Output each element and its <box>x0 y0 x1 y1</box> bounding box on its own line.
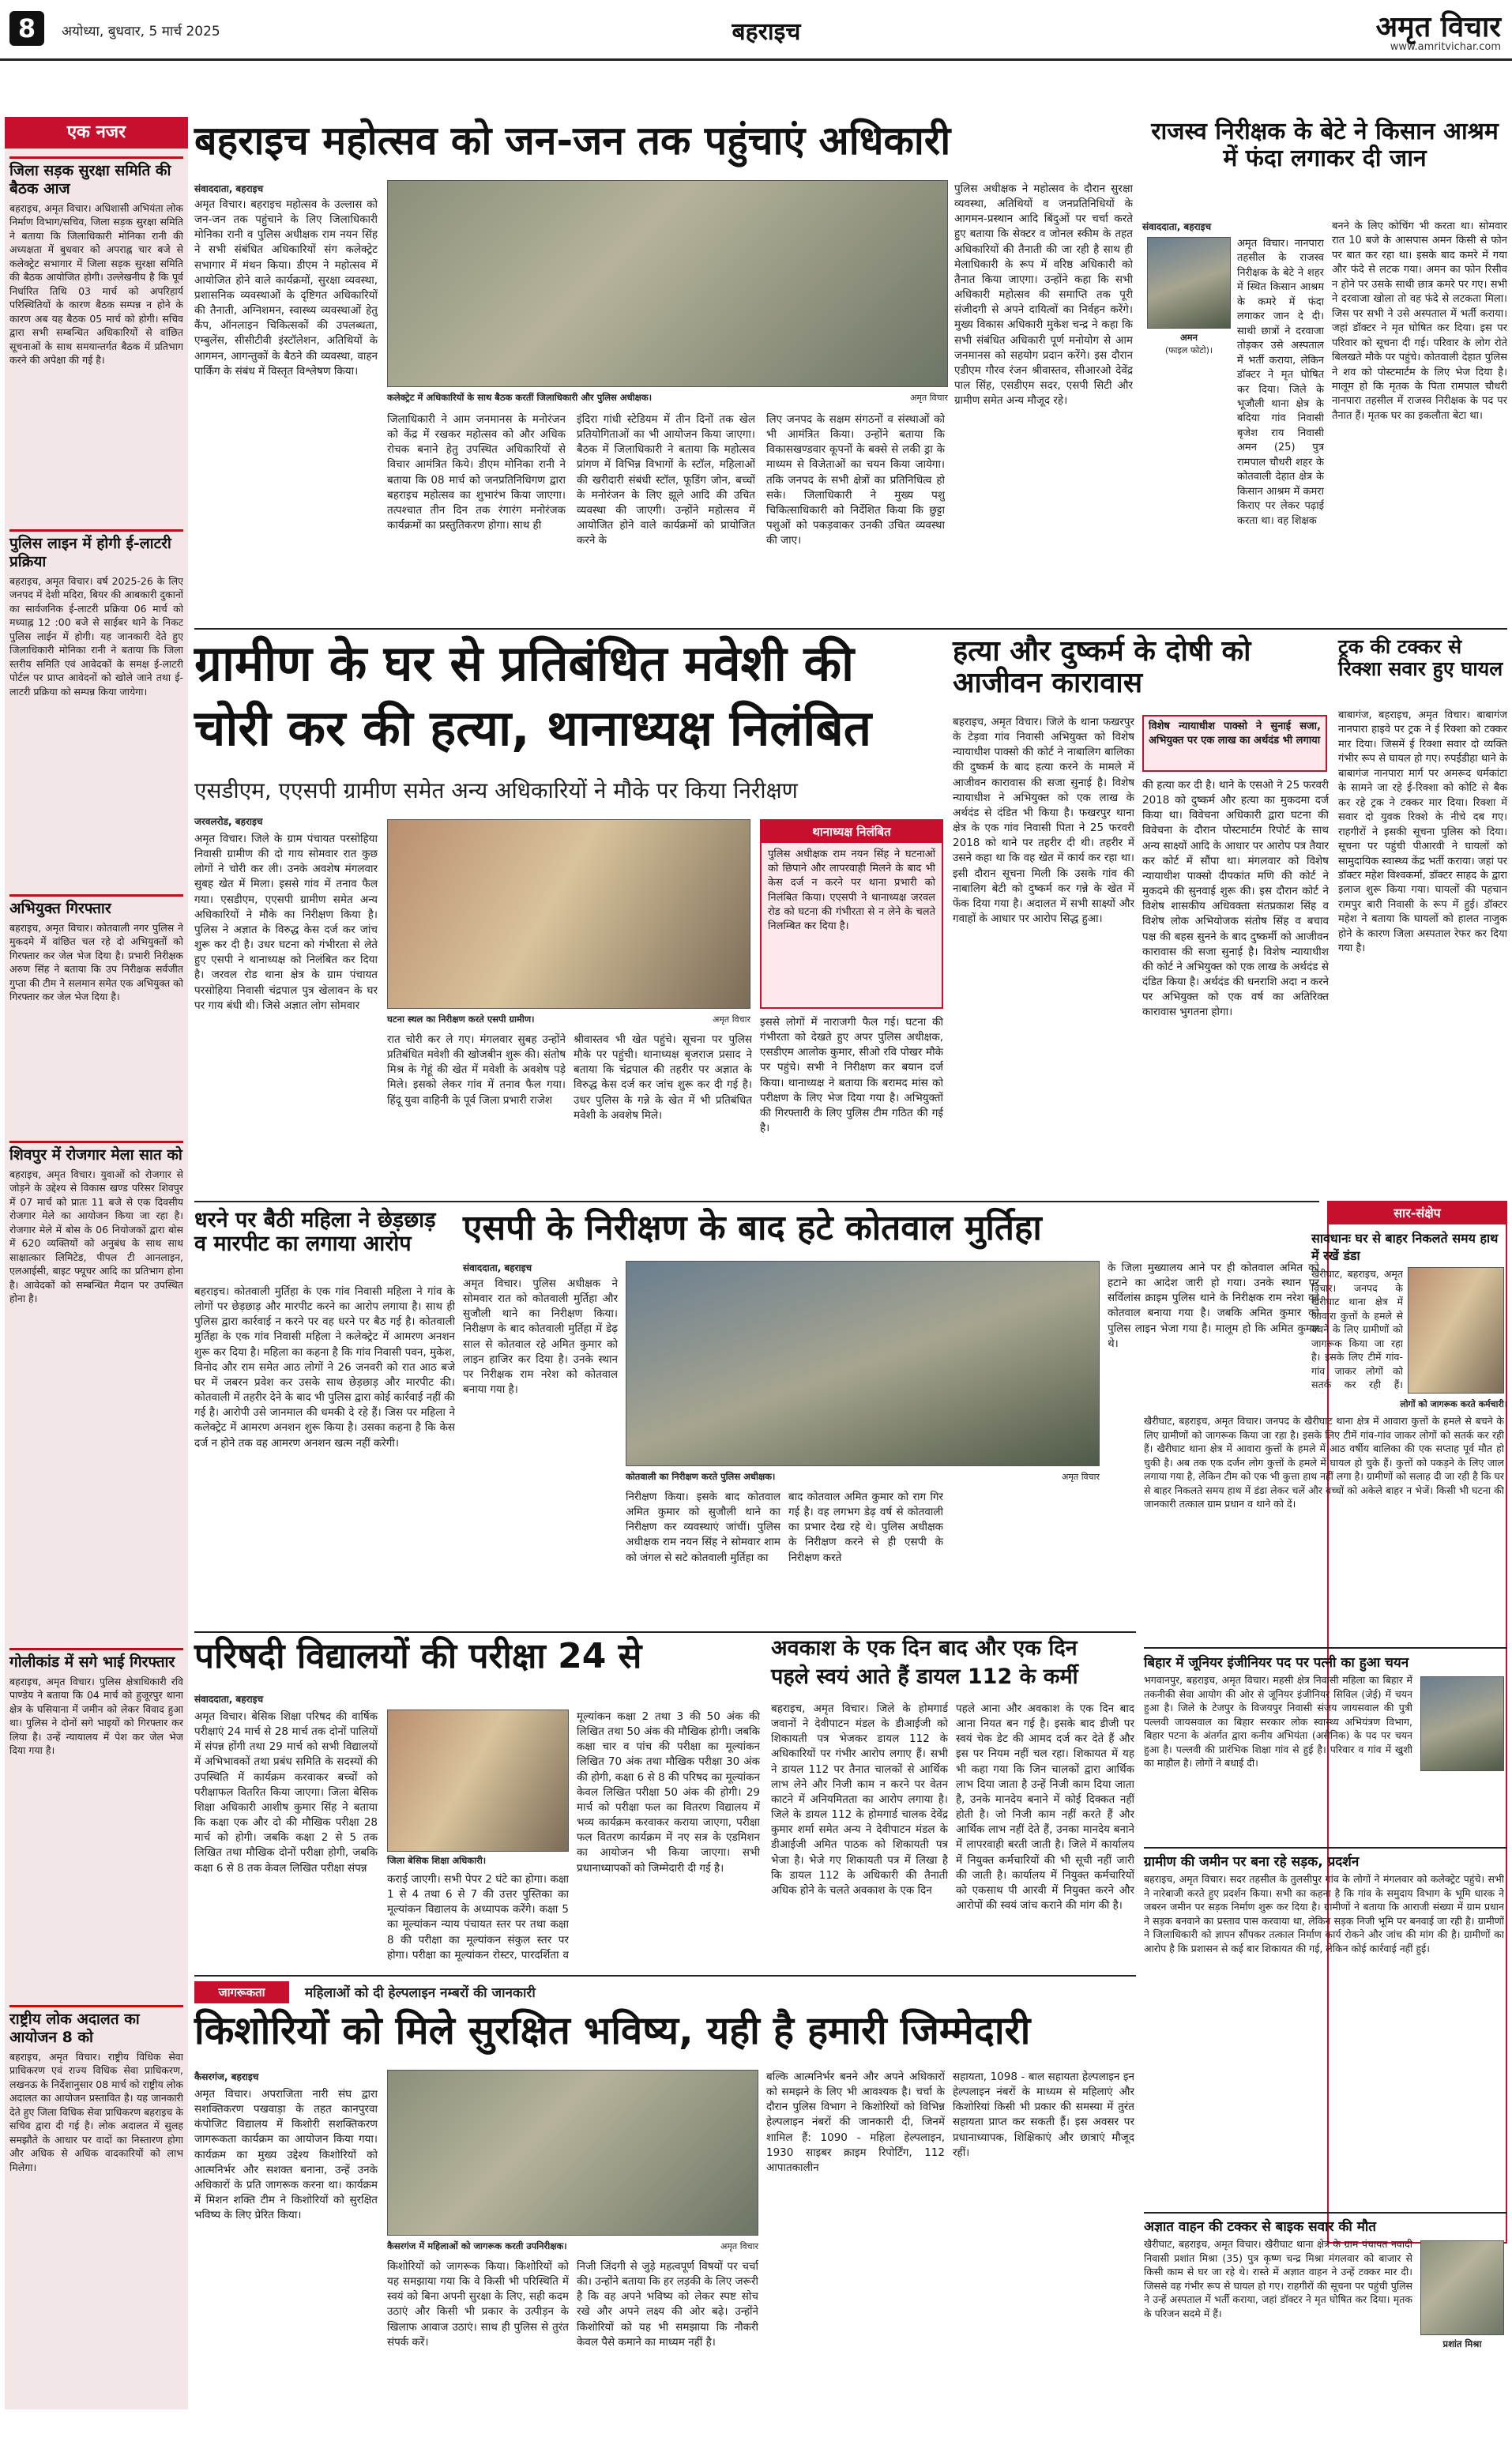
byline: संवाददाता, बहराइच <box>463 1262 532 1273</box>
headline-line-1: ग्रामीण के घर से प्रतिबंधित मवेशी की <box>194 634 855 692</box>
sidebar-item-title: पुलिस लाइन में होगी ई-लाटरी प्रक्रिया <box>9 535 171 570</box>
sidebar-item-text: बहराइच, अमृत विचार। कोतवाली नगर पुलिस ने मुकदमे में वांछित चल रहे दो अभियुक्तों को गिरफ्तार कर जेल भेज दिया है। प्रभारी निरीक्षक अरुण सिंह ने बताया कि उप निरीक्षक सर्वजीत गुप्ता की टीम ने सलमान समेत एक अभियुक्त को गिरफ्तार कर जेल भेज दिया है। <box>9 921 183 1003</box>
story-text: बाद कोतवाल अमित कुमार को राग गिर गई है। वह लगभग डेढ़ वर्ष से कोतवाली का प्रभार देख रहे थे। पुलिस अधीक्षक के निरीक्षण करने से ही एसपी के निरीक्षण करते <box>788 1491 943 1564</box>
sidebar-item-text: बहराइच, अमृत विचार। पुलिस क्षेत्राधिकारी रवि पाण्डेय ने बताया कि 04 मार्च को हुजूरपुर थाना क्षेत्र के घसियाना में जमीन को लेकर विवाद हुआ था। पुलिस ने दोनों सगे भाइयों को गिरफ्तार कर लिया है। उन्हें न्यायालय में पेश कर जेल भेज दिया गया है। <box>9 1675 183 1757</box>
story-exam <box>194 1637 763 1969</box>
story-text: अमृत विचार। पुलिस अधीक्षक ने सोमवार रात को कोतवाली मुर्तिहा और सुजौली थाने का निरीक्षण किया। निरीक्षण के बाद कोतवाली मुर्तिहा में डेढ़ साल से कोतवाल रहे अमित कुमार को लाइन हाजिर कर दिया है। उनके स्थान पर निरीक्षक राम नरेश को कोतवाल बनाया गया है। <box>463 1277 618 1397</box>
sar-item-text: भगवानपुर, बहराइच, अमृत विचार। महसी क्षेत्र निवासी महिला का बिहार में तकनीकी सेवा आयोग की ओर से जूनियर इंजीनियर सिविल (जेई) में चयन हुआ है। जिले के टेजपुर के विजयपुर निवासी संजय जायसवाल की पुत्री पल्लवी जायसवाल का बिहार सरकार लोक स्वास्थ्य अभियंत्रण विभाग, बिहार पटना के अंतर्गत द्वारा कनीय अभियंता (असैनिक) के पद पर चयन हुआ है। पल्लवी की प्रारंभिक शिक्षा गांव से हुई है। परिवार व गांव में खुशी का माहौल है। लोगों ने बधाई दी। <box>1144 1674 1412 1769</box>
story-text: की हत्या कर दी है। थाने के एसओ ने 25 फरवरी 2018 को दुष्कर्म और हत्या का मुकदमा दर्ज किया था। विवेचना अधिकारी द्वारा घटना की विवेचना के दौरान पोस्टमार्टम रिपोर्ट के साथ अन्य साक्ष्यों आदि के आधार पर आरोप पत्र तैयार कर कोर्ट में सौंपा था। मंगलवार को विशेष न्यायाधीश पाक्सो दीपकांत मणि की कोर्ट ने मुकदमे की सुनवाई शुरू की। इस दौरान कोर्ट ने विशेष शासकीय अधिवक्ता संतप्रकाश सिंह व विशेष लोक अभियोजक संतोष सिंह व बचाव पक्ष की बहस सुनने के बाद दुष्कर्मी को आजीवन कारावास की सजा सुनाई है। विशेष न्यायाधीश की कोर्ट ने अभियुक्त को एक लाख के अर्थदंड से दंडित किया है। अर्थदंड की धनराशि अदा न करने पर अभियुक्त को एक वर्ष का अतिरिक्त कारावास भुगतना होगा। <box>1142 779 1329 1019</box>
story-text: निरीक्षण किया। इसके बाद कोतवाल अमित कुमार को सुजौली थाने का निरीक्षण कर व्यवस्थाएं जांचीं। पुलिस अधीक्षक राम नयन सिंह ने सोमवार शाम को जंगल से सटे कोतवाली मुर्तिहा का <box>626 1491 780 1564</box>
byline: संवाददाता, बहराइच <box>194 1694 264 1705</box>
story-text: बल्कि आत्मनिर्भर बनने और अपने अधिकारों को समझने के लिए भी आवश्यक है। चर्चा के दौरान पुलिस विभाग ने किशोरियों को विभिन्न हेल्पलाइन नंबरों की जानकारी दी, जिनमें शामिल हैं: 1090 - महिला हेल्पलाइन, 1930 साइबर क्राइम रिपोर्टिंग, 112 आपातकालीन <box>766 2071 945 2174</box>
website: www.amritvichar.com <box>1390 41 1501 53</box>
awareness-photo <box>387 2070 758 2236</box>
headline: धरने पर बैठी महिला ने छेड़छाड़ व मारपीट का लगाया आरोप <box>194 1208 436 1257</box>
story-mahotsav <box>194 118 1136 624</box>
sar-item-title: बिहार में जूनियर इंजीनियर पद पर पत्नी का हुआ चयन <box>1144 1655 1409 1671</box>
inspection-photo <box>387 819 750 1009</box>
logo-text: अमृत विचार <box>1375 11 1501 43</box>
ek-nazar-sidebar <box>5 122 188 2409</box>
date-line: अयोध्या, बुधवार, 5 मार्च 2025 <box>62 24 220 39</box>
sidebar-item-text: बहराइच, अमृत विचार। वर्ष 2025-26 के लिए जनपद में देशी मदिरा, बियर की आबकारी दुकानों का सार्वजनिक ई-लाटरी प्रक्रिया 06 मार्च को मध्याह्न 12 :00 बजे से साईबर थाने के निकट पुलिस लाईन में होगी। यह जानकारी देते हुए जिलाधिकारी मोनिका रानी ने बताया कि जिला स्तरीय समिति एवं आवेदकों के समक्ष ई-लाटरी पोर्टल पर प्राप्त आवेदनों को खोले जाने तथा ई-लाटरी प्रक्रिया को सम्पन्न किया जायेगा। <box>9 574 183 698</box>
sidebar-item <box>9 529 183 885</box>
headline: बहराइच महोत्सव को जन-जन तक पहुंचाएं अधिकारी <box>194 118 951 164</box>
story-text: अमृत विचार। अपराजिता नारी संघ द्वारा सशक्तिकरण पखवाड़ा के तहत कानपुरवा कंपोजिट विद्यालय में किशोरी सशक्तिकरण जागरूकता कार्यक्रम का आयोजन किया गया। कार्यक्रम का मुख्य उद्देश्य किशोरियों को आत्मनिर्भर और सशक्त बनाना, उन्हें उनके अधिकारों के प्रति जागरूक करना था। कार्यक्रम में मिशन शक्ति टीम ने किशोरियों को सुरक्षित भविष्य के लिए प्रेरित किया। <box>194 2088 378 2222</box>
byline: जरवलरोड, बहराइच <box>194 816 263 827</box>
byline: संवाददाता, बहराइच <box>1142 221 1212 232</box>
story-text: पुलिस अधीक्षक ने महोत्सव के दौरान सुरक्षा व्यवस्था, अतिथियों व जनप्रतिनिधियों के आगमन-प्रस्थान आदि बिंदुओं पर चर्चा करते हुए बताया कि सेक्टर व जोनल स्कीम के तहत अधिकारियों की तैनाती की जा रही है साथ ही मेलाधिकारी के रूप में वरिष्ठ अधिकारी को तैनात किया जाएगा। उन्होंने कहा कि सभी अधिकारी महोत्सव की समाप्ति तक पूरी संजीदगी से अपने दायित्वों का निर्वहन करेंगे। मुख्य विकास अधिकारी मुकेश चन्द्र ने कहा कि सभी संबंधित अधिकारी पूर्ण मनोयोग से आम जनमानस को सहयोग प्रदान करेंगे। इस दौरान एडीएम गौरव रंजन श्रीवास्तव, सीआरओ देवेंद्र पाल सिंह, एसडीएम सदर, एसपी सिटी और ग्रामीण समेत अन्य मौजूद रहे। <box>954 182 1133 408</box>
sidebar-item-title: राष्ट्रीय लोक अदालत का आयोजन 8 को <box>9 2011 140 2046</box>
headline: हत्या और दुष्कर्म के दोषी को आजीवन कारावास <box>953 635 1251 700</box>
photo-caption: जिला बेसिक शिक्षा अधिकारी। <box>387 1855 487 1866</box>
story-text: कराई जाएगी। सभी पेपर 2 घंटे का होगा। कक्षा 1 से 4 तथा 6 से 7 की उत्तर पुस्तिका का मूल्यांकन विद्यालय के अध्यापक करेंगे। कक्षा 5 का मूल्यांकन न्याय पंचायत स्तर पर तथा कक्षा 8 की परीक्षा का मूल्यांकन संकुल स्तर पर होगा। परीक्षा का मूल्यांकन रोस्टर, पारदर्शिता व <box>387 1873 569 1962</box>
sar-item-text: बहराइच, अमृत विचार। सदर तहसील के तुलसीपुर गांव के लोगों ने मंगलवार को कलेक्ट्रेट पहुंचे। सभी ने नारेबाजी करते हुए प्रदर्शन किया। सभी का कहना है कि गांव के समुदाय विभाग के भूमि धारक ने जबरन जमीन पर सड़क निर्माण शुरू कर दिया है। ग्रामीणों ने बताया कि आराजी संख्या में ग्राम प्रधान ने सड़क बनवाने का प्रस्ताव पास करवाया था, लेकिन सड़क निजी भूमि पर बनवाई जा रही है। ग्रामीणों ने जिलाधिकारी को ज्ञापन सौंपकर तत्काल निर्माण कार्य रोकने और जांच की मांग की है। ग्रामीणों का आरोप है कि प्रशासन से कई बार शिकायत की गई, लेकिन कोई कार्रवाई नहीं हुई। <box>1144 1873 1504 1954</box>
story-text: अमृत विचार। बेसिक शिक्षा परिषद की वार्षिक परीक्षाएं 24 मार्च से 28 मार्च तक दोनों पालियों में संपन्न होंगी तथा 29 मार्च को सभी विद्यालयों में अभिभावकों तथा प्रबंध समिति के सदस्यों की उपस्थिति में कार्यक्रम करवाकर बच्चों को परीक्षाफल वितरित किया जाएगा। जिला बेसिक शिक्षा अधिकारी आशीष कुमार सिंह ने बताया कि कक्षा एक और दो की मौखिक परीक्षा 28 मार्च को होगी। जबकि कक्षा 2 से 5 तक लिखित तथा मौखिक दोनों परीक्षा होगी, जबकि कक्षा 6 से 8 तक केवल लिखित परीक्षा संपन्न <box>194 1710 378 1875</box>
headline-line-2: चोरी कर की हत्या, थानाध्यक्ष निलंबित <box>194 699 872 757</box>
photo-label: अमन <box>1179 332 1198 343</box>
headline: किशोरियों को मिले सुरक्षित भविष्य, यही है हमारी जिम्मेदारी <box>194 2008 1031 2053</box>
story-dial112 <box>771 1637 1136 1969</box>
photo-caption: घटना स्थल का निरीक्षण करते एसपी ग्रामीण। <box>387 1014 535 1025</box>
headline-line-1: अवकाश के एक दिन बाद और एक दिन <box>771 1636 1078 1661</box>
sidebar-item-text: बहराइच, अमृत विचार। अधिशासी अभियंता लोक निर्माण विभाग/सचिव, जिला सड़क सुरक्षा समिति ने बताया कि जिलाधिकारी मोनिका रानी की अध्यक्षता में बुधवार को अपराह्न चार बजे से कलेक्ट्रेट सभागार में जिला सड़क सुरक्षा समिति की बैठक आयोजित होगी। उल्लेखनीय है कि पूर्व निर्धारित तिथि 03 मार्च को अपरिहार्य परिस्थितियों के कारण बैठक सम्पन्न न होने के कारण अब यह बैठक 05 मार्च को होगी। सचिव द्वारा सभी सम्बन्धित अधिकारियों से वांछित सूचनाओं के साथ समयान्तर्गत बैठक में प्रतिभाग करने की अपेक्षा की गई है। <box>9 201 183 367</box>
byline: कैसरगंज, बहराइच <box>194 2071 259 2082</box>
aman-photo <box>1147 237 1231 329</box>
masthead <box>0 0 1512 57</box>
story-life-sentence <box>953 636 1332 1197</box>
sidebar-item-title: अभियुक्त गिरफ्तार <box>9 900 111 917</box>
story-text: बहराइच, अमृत विचार। जिले के होमगार्ड जवानों ने देवीपाटन मंडल के डीआईजी को शिकायती पत्र भेजकर डायल 112 के अधिकारियों पर गंभीर आरोप लगाए हैं। सभी ने डायल 112 पर तैनात चालकों से आर्थिक लाभ लेने और निजी काम न करने पर वेतन काटने में अनियमितता का आरोप लगाया है। जिले के डायल 112 के होमगार्ड चालक देवेंद्र कुमार शर्मा समेत अन्य ने देवीपाटन मंडल के डीआईजी अमित पाठक को शिकायती पत्र भेजा है। भेजे गए शिकायती पत्र में लिखा है कि डायल 112 के अधिकारी की तैनाती अधिक होने के चलते अवकाश के एक दिन <box>771 1702 948 1897</box>
divider <box>1144 1847 1507 1849</box>
story-text: के जिला मुख्यालय आने पर ही कोतवाल अमित को हटाने का आदेश जारी हो गया। उनके स्थान पर सर्विलांस क्राइम पुलिस थाने के निरीक्षक राम नरेश को कोतवाल बनाया गया है। जबकि अमित कुमार को पुलिस लाइन भेजा गया है। मालूम हो कि अमित कुमार थे। <box>1108 1262 1319 1350</box>
sar-label: सार-संक्षेप <box>1327 1201 1507 1224</box>
sidebar-label: एक नजर <box>5 117 188 149</box>
pallavi-photo <box>1420 1676 1504 1771</box>
dog-awareness-photo <box>1408 1267 1504 1394</box>
story-text: अमृत विचार। बहराइच महोत्सव के उल्लास को जन-जन तक पहुंचाने के लिए जिलाधिकारी मोनिका रानी व पुलिस अधीक्षक राम नयन सिंह ने सभी संबंधित अधिकारियों संग कलेक्ट्रेट सभागार में मंथन किया। डीएम ने महोत्सव में आयोजित होने वाले कार्यक्रमों, सुरक्षा व्यवस्था, प्रशासनिक व्यवस्थाओं के दृष्टिगत अधिकारियों की तैनाती, अग्निशमन, स्वास्थ्य व्यवस्थाओं हेतु कैंप, ऑनलाइन चिकित्सकों की उपलब्धता, एम्बुलेंस, सीसीटीवी इंस्टॉलेशन, अतिथियों के आगमन, आगन्तुकों के बैठने की व्यवस्था, वाहन पार्किंग के संबंध में विस्तृत विश्लेषण किया। <box>194 198 378 378</box>
story-text: पहले आना और अवकाश के एक दिन बाद आना नियत बन गई है। इसके बाद डीजी पर स्वयं चेक डेट की आमद दर्ज कर देते हैं और इस पर नियम नहीं चल रहा। शिकायत में यह भी कहा गया कि जिन चालकों द्वारा आर्थिक लाभ दिया जाता है उन्हें निजी काम दिया जाता है, उनके मानदेय बनाने में कोई दिक्कत नहीं होती है। जो निजी काम नहीं करते हैं और आर्थिक लाभ नहीं देते हैं, उनका मानदेय बनाने में लापरवाही बरती जाती है। जिले में कार्यालय में नियुक्त कर्मचारियों की भी सूची नहीं जारी की जाती है। कार्यालय में नियुक्त कर्मचारियों को एकसाथ पी आरवी में नियुक्त करने और आरोपों की स्वयं जांच कराने की मांग की है। <box>956 1702 1134 1913</box>
sar-item-title: अज्ञात वाहन की टक्कर से बाइक सवार की मौत <box>1144 2219 1376 2235</box>
byline: संवाददाता, बहराइच <box>194 183 264 194</box>
story-text: बाबागंज, बहराइच, अमृत विचार। बाबागंज नानपारा हाइवे पर ट्रक ने ई रिक्शा को टक्कर मार दिया। जिसमें ई रिक्शा सवार दो व्यक्ति गंभीर रूप से घायल हो गए। रुपईडीहा थाने के बाबागंज नानपारा मार्ग पर अमरूद धर्मकांटा के सामने जा रहे ई-रिक्शा को कोटि से बैक कर रहे ट्रक ने टक्कर मार दिया। रिक्शा में सवार दो युवक रिक्शे के नीचे दब गए। राहगीरों ने इसकी सूचना पुलिस को दिया। सूचना पर पहुंची पीआरवी ने घायलों को सामुदायिक स्वास्थ्य केंद्र भर्ती कराया। जहां पर डॉक्टर महेश विश्वकर्मा, डॉक्टर साहद के द्वारा इलाज शुरू किया गया। घायलों की पहचान रामपुर बारी निवासी के रूप में हुई। डॉक्टर महेश ने बताया कि घायलों को हालत नाजुक होने के कारण जिला अस्पताल रेफर कर दिया गया है। <box>1338 709 1507 955</box>
sidebar-item <box>9 1648 183 1995</box>
story-text: अमृत विचार। जिले के ग्राम पंचायत परसोहिया निवासी ग्रामीण की दो गाय सोमवार रात कुछ लोगों ने चोरी कर ली। उनके अवशेष मंगलवार सुबह खेत में मिला। इससे गांव में तनाव फैल गया। एसडीएम, एएसपी ग्रामीण समेत अन्य अधिकारियों ने मौके का निरीक्षण किया है। पुलिस ने अज्ञात के विरुद्ध केस दर्ज कर जांच शुरू कर दी है। उधर घटना को गंभीरता से लेते हुए एसपी ने थानाध्यक्ष को निलंबित कर दिया है। जरवल रोड थाना क्षेत्र के ग्राम पंचायत परसोहिया निवासी चंद्रपाल पुत्र खेलावन के घर पर गाय बंधी थी। जिसे अज्ञात लोग सोमवार <box>194 833 378 1012</box>
sar-item-road <box>1144 1852 1507 2168</box>
story-text: किशोरियों को जागरूक किया। किशोरियों को यह समझाया गया कि वे किसी भी परिस्थिति में स्वयं को बिना अपनी सुरक्षा के लिए, सही कदम उठाएं और किसी भी प्रकार के उत्पीड़न के खिलाफ आवाज उठाएं। साथ ही पुलिस से तुरंत संपर्क करें। <box>387 2260 569 2349</box>
photo-credit: अमृत विचार <box>1061 1472 1100 1482</box>
sidebar-item-text: बहराइच, अमृत विचार। राष्ट्रीय विधिक सेवा प्राधिकरण एवं राज्य विधिक सेवा प्राधिकरण, लखनऊ के निर्देशानुसार 08 मार्च को राष्ट्रीय लोक अदालत का आयोजन प्रस्तावित है। यह जानकारी देते हुए जिला विधिक सेवा प्राधिकरण बहराइच के सचिव द्वारा दी गई है। लोक अदालत में सुलह समझौते के आधार पर वादों का निस्तारण होगा और अधिक से अधिक वादकारियों को लाभ मिलेगा। <box>9 2050 183 2173</box>
bsa-photo <box>387 1710 569 1852</box>
photo-credit: अमृत विचार <box>909 393 948 403</box>
photo-credit: अमृत विचार <box>720 2241 758 2251</box>
sar-item-text: खैरीघाट, बहराइच, अमृत विचार। जनपद के खैरीघाट थाना क्षेत्र में आवारा कुत्तों के हमले से बचने के लिए ग्रामीणों को जागरूक किया जा रहा है। इसके लिए टीमें गांव-गांव जाकर लोगों को सतर्क कर रही हैं। <box>1311 1268 1403 1390</box>
sar-item-engineer <box>1144 1653 1507 1842</box>
photo-caption: कोतवाली का निरीक्षण करते पुलिस अधीक्षक। <box>626 1471 776 1482</box>
prashant-photo <box>1420 2240 1504 2335</box>
divider <box>1144 1647 1507 1649</box>
story-text: सहायता, 1098 - बाल सहायता हेल्पलाइन इन हेल्पलाइन नंबरों के माध्यम से महिलाएं और किशोरियां किसी भी प्रकार की समस्या में तुरंत सहायता प्राप्त कर सकती हैं। इस अवसर पर प्रधानाध्यापक, शिक्षिकाएं और छात्राएं मौजूद रहीं। <box>953 2071 1134 2159</box>
story-text: लिए जनपद के सक्षम संगठनों व संस्थाओं को भी आमंत्रित किया। उन्होंने बताया कि विकासखण्डवार कूपनों के बक्से से लकी ड्रा के माध्यम से विजेताओं का चयन किया जायेगा। तकि जनपद के सभी क्षेत्रों का प्रतिनिधित्व हो सके। जिलाधिकारी ने मुख्य पशु चिकित्साधिकारी को निर्देशित किया कि छुट्टा पशुओं को पकड़वाकर उनकी उचित व्यवस्था की जाए। <box>766 413 945 547</box>
photo-sub: (फाइल फोटो)। <box>1164 345 1213 355</box>
photo-credit: अमृत विचार <box>712 1014 750 1025</box>
headline: राजस्व निरीक्षक के बेटे ने किसान आश्रम में फंदा लगाकर दी जान <box>1151 118 1499 172</box>
sidebar-item <box>9 1141 183 1638</box>
sidebar-item-title: गोलीकांड में सगे भाई गिरफ्तार <box>9 1653 175 1671</box>
subkicker: महिलाओं को दी हेल्पलाइन नम्बरों की जानकारी <box>305 1985 536 2001</box>
headline: ट्रक की टक्कर से रिक्शा सवार हुए घायल <box>1338 635 1503 680</box>
section-title: बहराइच <box>732 18 801 46</box>
story-text: अमृत विचार। नानपारा तहसील के राजस्व निरीक्षक के बेटे ने शहर में स्थित किसान आश्रम के कमरे में फंदा लगाकर जान दे दी। साथी छात्रों ने दरवाजा तोड़कर उसे अस्पताल में भर्ती कराया, लेकिन डॉक्टर ने मृत घोषित कर दिया। जिले के भूजौली थाना क्षेत्र के बदिया गांव निवासी बृजेश राय निवासी अमन (25) पुत्र रामपाल चौधरी शहर के कोतवाली देहात क्षेत्र के किसान आश्रम में कमरा किराए पर लेकर पढ़ाई करता था। वह शिक्षक <box>1237 238 1324 527</box>
headline: एसपी के निरीक्षण के बाद हटे कोतवाल मुर्तिहा <box>463 1208 1042 1248</box>
sidebar-item <box>9 156 183 520</box>
story-text: बहराइच। कोतवाली मुर्तिहा के एक गांव निवासी महिला ने गांव के लोगों पर छेड़छाड़ और मारपीट करने का आरोप लगाया है। साथ ही पुलिस द्वारा कार्रवाई न करने पर वह धरने पर बैठ गई है। कोतवाली मुर्तिहा के एक गांव निवासी महिला ने कलेक्ट्रेट में आमरण अनशन शुरू कर दिया है। महिला का कहना है कि गांव निवासी पवन, मुकेश, विनोद और राम समेत आठ लोगों ने 26 जनवरी को रात आठ बजे घर में जबरन प्रवेश कर उसके साथ छेड़छाड़ और मारपीट की। कोतवाली में तहरीर देने के बाद भी पुलिस द्वारा कोई कार्रवाई नहीं की गई है। आरोपी उसे जानमाल की धमकी दे रहे हैं। जिस पर महिला ने कलेक्ट्रेट में आमरण अनशन शुरू किया है। उसका कहना है कि केस दर्ज न होने तक वह आमरण अनशन खत्म नहीं करेगी। <box>194 1285 455 1450</box>
sidebar-item-title: शिवपुर में रोजगार मेला सात को <box>9 1146 182 1164</box>
sidebar-item <box>9 2005 183 2400</box>
photo-caption: लोगों को जागरूक करते कर्मचारी। <box>1400 1399 1507 1409</box>
headline-line-2: पहले स्वयं आते हैं डायल 112 के कर्मी <box>771 1664 1078 1689</box>
photo-caption: कलेक्ट्रेट में अधिकारियों के साथ बैठक करतीं जिलाधिकारी और पुलिस अधीक्षक। <box>387 392 653 403</box>
story-suicide <box>1142 118 1507 624</box>
meeting-photo <box>387 180 948 387</box>
story-cattle <box>194 636 945 1197</box>
photo-label: प्रशांत मिश्रा <box>1442 2338 1482 2349</box>
sar-item-title: ग्रामीण की जमीन पर बना रहे सड़क, प्रदर्शन <box>1144 1854 1360 1870</box>
sar-item-accident <box>1144 2217 1507 2414</box>
masthead-rule <box>0 58 1512 61</box>
story-text: निजी जिंदगी से जुड़े महत्वपूर्ण विषयों पर चर्चा की। उन्होंने बताया कि हर लड़की के लिए जरूरी है कि वह अपने भविष्य को लेकर स्पष्ट सोच रखे और अपने लक्ष्य की ओर बढ़े। उन्होंने किशोरियों को यह भी समझाया कि नौकरी केवल पैसे कमाने का माध्यम नहीं है। <box>577 2260 758 2349</box>
divider <box>194 628 1507 630</box>
suspension-box <box>760 819 943 1009</box>
subhead: एसडीएम, एएसपी ग्रामीण समेत अन्य अधिकारियों ने मौके पर किया निरीक्षण <box>194 777 798 803</box>
inspection-photo <box>626 1261 1100 1466</box>
story-truck <box>1338 636 1507 1197</box>
sar-item-text: खैरीघाट, बहराइच, अमृत विचार। खैरीघाट थाना क्षेत्र के ग्राम पंचायत नवादी निवासी प्रशांत मिश्रा (35) पुत्र कृष्ण चन्द्र मिश्रा मंगलवार को बाजार से किसी काम से घर जा रहे थे। रास्ते में अज्ञात वाहन ने उन्हें टक्कर मार दी। जिससे वह गंभीर रूप से घायल हो गए। राहगीरों की सूचना पर पहुंची पुलिस ने उन्हें अस्पताल में भर्ती कराया, जहां डॉक्टर ने मृत घोषित कर दिया। मृतक के परिजन सदमे में हैं। <box>1144 2238 1412 2319</box>
headline: परिषदी विद्यालयों की परीक्षा 24 से <box>194 1636 642 1676</box>
quote-text: विशेष न्यायाधीश पाक्सो ने सुनाई सजा, अभियुक्त पर एक लाख का अर्थदंड भी लगाया <box>1149 720 1321 747</box>
box-title: थानाध्यक्ष निलंबित <box>762 821 942 843</box>
story-dharna <box>194 1209 455 1627</box>
sar-item-title: सावधानः घर से बाहर निकलते समय हाथ में रखें डंडा <box>1311 1231 1499 1263</box>
box-text: पुलिस अधीक्षक राम नयन सिंह ने घटनाओं को छिपाने और लापरवाही मिलने के बाद भी केस दर्ज न करने पर थाना प्रभारी को निलंबित किया। एएसपी ने थानाध्यक्ष जरवल रोड को घटना की गंभीरता से न लेने के चलते निलम्बित कर दिया है। <box>768 848 935 932</box>
story-text: जिलाधिकारी ने आम जनमानस के मनोरंजन को केंद्र में रखकर महोत्सव को और अधिक रोचक बनाने हेतु उपस्थित अधिकारियों से विचार आमंत्रित किये। डीएम मोनिका रानी ने बताया कि 08 मार्च को जनप्रतिनिधिगण द्वारा बहराइच महोत्सव का शुभारंभ किया जाएगा। तत्पश्चात तीन दिन तक रंगारंग मनोरंजक कार्यक्रमों का प्रस्तुतिकरण होगा। साथ ही <box>387 413 566 532</box>
page-number: 8 <box>17 13 36 43</box>
story-text: श्रीवास्तव भी खेत पहुंचे। सूचना पर पुलिस मौके पर पहुंची। थानाध्यक्ष बृजराज प्रसाद ने बताया कि चंद्रपाल की तहरीर पर अज्ञात के विरुद्ध केस दर्ज कर जांच शुरू कर दी गई है। उधर पुलिस के गन्ने के खेत में भी प्रतिबंधित मवेशी के अवशेष मिले। <box>574 1033 752 1122</box>
story-text: इंदिरा गांधी स्टेडियम में तीन दिनों तक खेल प्रतियोगिताओं का भी आयोजन किया जाएगा। बैठक में जिलाधिकारी ने बताया कि महोत्सव प्रांगण में विभिन्न विभागों के स्टॉल, महिलाओं की खरीदारी संबंधी स्टॉल, फूडिंग जोन, बच्चों के मनोरंजन के लिए झूले आदि की उचित व्यवस्था की जाएगी। उन्होंने महोत्सव में आयोजित होने वाले कार्यक्रमों को प्रायोजित करने के <box>577 413 755 547</box>
photo-caption: कैसरगंज में महिलाओं को जागरूक करती उपनिरीक्षक। <box>387 2240 567 2251</box>
divider <box>1144 2212 1507 2214</box>
story-text: रात चोरी कर ले गए। मंगलवार सुबह उन्होंने प्रतिबंधित मवेशी की खोजबीन शुरू की। संतोष मिश्र के गेहूं की खेत में मवेशी के अवशेष पड़े मिले। इसको लेकर गांव में तनाव फैल गया। हिंदू युवा वाहिनी के पूर्व जिला प्रभारी राजेश <box>387 1033 566 1107</box>
sidebar-item <box>9 894 183 1131</box>
sidebar-item-text: बहराइच, अमृत विचार। युवाओं को रोजगार से जोड़ने के उद्देश्य से विकास खण्ड परिसर शिवपुर में 07 मार्च को प्रातः 11 बजे से एक दिवसीय रोजगार मेले का आयोजन किया जा रहा है। रोजगार मेले में बोस के 06 नियोजकों द्वारा बोस में 620 व्यक्तियों को अनुबंध के साथ साथ साक्षात्कार लिमिटेड, पीपल टी आनलाइन, एलआईसी, बाइट फ्यूचर आदि का प्रतिभाग होना है। आवेदकों को सम्बन्धित मैदान पर उपस्थित होना है। <box>9 1168 183 1305</box>
story-text: बनने के लिए कोचिंग भी करता था। सोमवार रात 10 बजे के आसपास अमन किसी से फोन पर बात कर रहा था। इसके बाद कमरे में गया और फंदे से लटक गया। अमन का फोन रिसीव न होने पर उसके साथी छात्र कमरे पर गए। सभी ने दरवाजा खोला तो वह फंदे से लटकता मिला। जिस पर सभी ने उसे अस्पताल में भर्ती कराया। जहां डॉक्टर ने मृत घोषित कर दिया। इस पर परिवार को सूचना दी गई। परिवार के लोग रोते बिलखते मौके पर पहुंचे। कोतवाली देहात पुलिस ने शव को पोस्टमार्टम के लिए भेज दिया है। मालूम हो कि मृतक के पिता रामपाल चौधरी नानपारा तहसील में राजस्व निरीक्षक के पद पर तैनात हैं। मृतक घर का इकलौता बेटा था। <box>1332 220 1507 422</box>
divider <box>194 1631 1136 1633</box>
quote-box <box>1142 715 1327 772</box>
story-text: इससे लोगों में नाराजगी फैल गई। घटना की गंभीरता को देखते हुए अपर पुलिस अधीक्षक, एसडीएम आलोक कुमार, सीओ रवि पोखर मौके पर पहुंचे। सभी ने निरीक्षण कर बयान दर्ज किया। थानाध्यक्ष ने बताया कि बरामद मांस को परीक्षण के लिए भेज दिया गया है। अभियुक्तों की गिरफ्तारी के लिए पुलिस टीम गठित की गई है। <box>760 1016 943 1135</box>
story-text: बहराइच, अमृत विचार। जिले के थाना फखरपुर के टेड़वा गांव निवासी अभियुक्त को विशेष न्यायाधीश पाक्सो की कोर्ट ने नाबालिग बालिका की दुष्कर्म के बाद हत्या करने के मामले में आजीवन कारावास की सजा सुनाई है। विशेष न्यायाधीश ने अभियुक्त को एक लाख के अर्थदंड से दंडित भी किया है। फखरपुर थाना क्षेत्र के एक गांव निवासी पिता ने 25 फरवरी 2018 को थाने पर तहरीर दी थी। तहरीर में उसने कहा था कि वह खेत में कार्य कर रहा था। इसी दौरान सूचना मिली कि उसके गांव की नाबालिग बेटी को दुष्कर्म कर गन्ने के खेत में फेंक दिया गया है। अदालत में सभी साक्ष्यों और गवाहों के आधार पर आरोप सिद्ध हुआ। <box>953 716 1134 926</box>
sar-item-text: खैरीघाट, बहराइच, अमृत विचार। जनपद के खैरीघाट थाना क्षेत्र में आवारा कुत्तों के हमले से बचने के लिए ग्रामीणों को जागरूक किया जा रहा है। इसके लिए टीमें गांव-गांव जाकर लोगों को सतर्क कर रही हैं। खैरीघाट थाना क्षेत्र में आवारा कुत्तों के हमले में आठ वर्षीय बालिका की एक सप्ताह पूर्व मौत हो चुकी है। अब तक एक दर्जन लोग कुत्तों के हमले में घायल हो चुके हैं। कुत्तों को पकड़ने के लिए जाल लगाया गया है, लेकिन टीम को एक भी कुत्ता हाथ नहीं लगा है। ग्रामीणों को सलाह दी जा रही है कि घर से बाहर निकलते समय हाथ में डंडा लेकर चलें और बच्चों को अकेले बाहर न भेजें। किसी भी घटना की जानकारी तत्काल ग्राम प्रधान व थाने को दें। <box>1144 1415 1504 1510</box>
sidebar-item-title: जिला सड़क सुरक्षा समिति की बैठक आज <box>9 162 171 197</box>
story-girls <box>194 1981 1136 2439</box>
story-text: मूल्यांकन कक्षा 2 तथा 3 की 50 अंक की लिखित तथा 50 अंक की मौखिक होगी। जबकि कक्षा चार व पांच की परीक्षा का मूल्यांकन लिखित 70 अंक तथा मौखिक परीक्षा 30 अंक की होगी, कक्षा 6 से 8 की परिषद का मूल्यांकन केवल लिखित परीक्षा 50 अंक की होगी। 29 मार्च को परीक्षा फल का वितरण विद्यालय में भव्य कार्यक्रम करवाकर कराया जाएगा, परीक्षा फल वितरण कार्यक्रम में नए सत्र के एडमिशन का आयोजन भी किया जाएगा। सभी प्रधानाध्यापकों को जिम्मेदारी दी गई है। <box>577 1710 760 1875</box>
divider <box>194 1975 1136 1977</box>
kicker: जागरूकता <box>194 1981 289 2003</box>
